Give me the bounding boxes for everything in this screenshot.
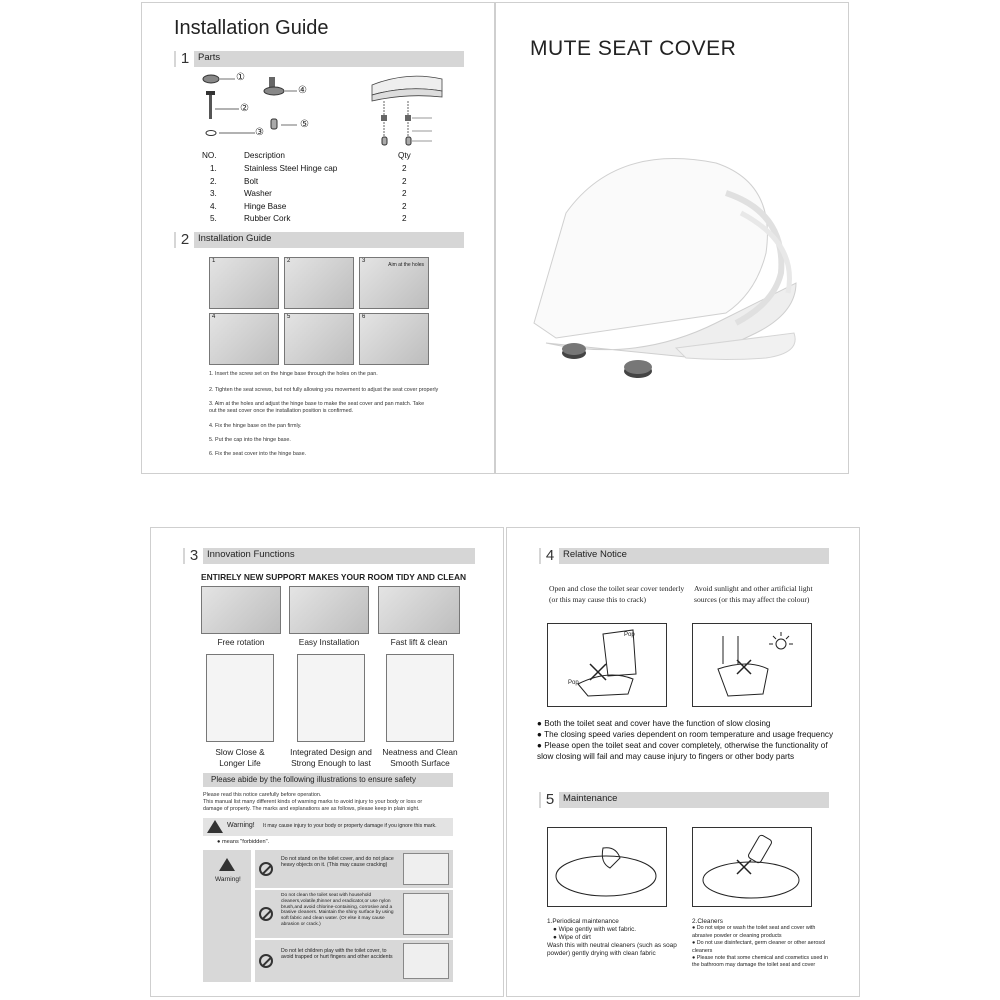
notice-line: (or this may cause this to crack) [549, 595, 646, 604]
page-installation-guide [141, 2, 495, 474]
step-2: 2. Tighten the seat screws, but not fully allowing you movement to adjust the seat cover properly [209, 387, 439, 393]
maintenance-line: Do not use disinfectant, germ cleaner or other aerosol cleaners [692, 940, 826, 954]
row-desc: Hinge Base [244, 201, 287, 211]
row-desc: Rubber Cork [244, 214, 291, 224]
list-item [537, 729, 837, 740]
warning-row-children [255, 940, 453, 982]
row-desc: Stainless Steel Hinge cap [244, 164, 338, 173]
row-desc: Washer [244, 189, 272, 199]
bullet-icon: ● [217, 839, 221, 845]
maintenance-title: 2.Cleaners [692, 918, 723, 925]
caption-line: Longer Life [219, 758, 261, 768]
list-item [692, 940, 832, 955]
step-photo-1 [209, 257, 279, 309]
warning-box [203, 818, 453, 836]
section-bar-innovation [183, 548, 475, 564]
notice-illustration-sunlight [692, 623, 812, 707]
section-number: 1 [176, 51, 194, 67]
photo-number: 6 [362, 314, 366, 320]
row-no: 4. [210, 201, 217, 211]
feature-photo-neatness [386, 654, 454, 742]
section-label: Installation Guide [198, 233, 272, 244]
notice-line: Open and close the toilet sear cover tenderly [549, 584, 685, 593]
pop-label: Pop [568, 680, 579, 686]
callout-3: ③ [255, 127, 264, 138]
warning-text: It may cause injury to your body or property damage if you ignore this mark. [263, 823, 437, 829]
maintenance-illustration-cleaners [692, 827, 812, 907]
photo-number: 2 [287, 258, 291, 264]
page-notice-maintenance [506, 527, 860, 997]
step-photo-3 [359, 257, 429, 309]
photo-number: 5 [287, 314, 291, 320]
sunlight-drawing [693, 624, 810, 705]
list-item [692, 925, 832, 940]
warning-illustration [403, 853, 449, 885]
section-number: 2 [176, 232, 194, 248]
caption-neatness [375, 747, 465, 769]
section-label: Parts [198, 52, 221, 63]
side-warning-label: Warning! [215, 876, 241, 883]
row-no: 5. [210, 214, 217, 224]
maintenance-cleaners [692, 918, 832, 970]
page-mute-seat-cover [495, 2, 849, 474]
warning-triangle-icon [207, 820, 223, 833]
bullet-icon: ● [537, 719, 545, 728]
maintenance-periodical [547, 918, 687, 958]
table-row [202, 189, 422, 202]
section-bar-relative-notice [539, 548, 829, 564]
notice-left-text [549, 583, 684, 605]
feature-photo-integrated-design [297, 654, 365, 742]
step-3: 3. Aim at the holes and adjust the hinge base to make the seat cover and pan match. Take out the seat cover once the installation position is confirmed. [209, 401, 425, 414]
notice-illustration-tender [547, 623, 667, 707]
table-row [202, 202, 422, 215]
section-number: 5 [541, 792, 559, 808]
notice-bullets [537, 718, 837, 762]
maintenance-line: Please note that some chemical and cosmetics used in the bathroom may damage the toilet seat and cover [692, 955, 829, 969]
rubber-cork-part [271, 119, 277, 129]
page-title: Installation Guide [174, 17, 329, 39]
step-1: 1. Insert the screw set on the hinge base through the holes on the pan. [209, 371, 378, 377]
section-number: 3 [185, 548, 203, 564]
step-6: 6. Fix the seat cover into the hinge base. [209, 451, 307, 457]
caption-slow-close [195, 747, 285, 769]
maintenance-line: Wash this with neutral cleaners (such as soap powder) gently drying with clean fabric [547, 942, 677, 957]
warning-row-text: Do not let children play with the toilet cover, to avoid trapped or hurt fingers and other accidents [281, 948, 393, 961]
bullet-icon: ● [692, 925, 697, 932]
caption-line: Smooth Surface [390, 758, 450, 768]
cleaner-seat-drawing [693, 828, 810, 905]
list-item [547, 926, 687, 934]
maintenance-line: Wipe gently with wet fabric. [558, 926, 637, 933]
notice-line: damage of property. The marks and explanations are as follows, please keep in plain sight. [203, 806, 420, 812]
table-row [202, 164, 422, 177]
photo-number: 3 [362, 258, 366, 264]
row-no: 1. [210, 164, 217, 173]
header-no: NO. [202, 151, 217, 160]
notice-line: Please read this notice carefully before operation. [203, 792, 322, 798]
row-desc: Bolt [244, 176, 259, 186]
hinge-cap-part [203, 75, 219, 83]
warning-row-cleaners [255, 890, 453, 938]
notice-line: Avoid sunlight and other artificial light [694, 584, 813, 593]
step-photo-2 [284, 257, 354, 309]
step-5: 5. Put the cap into the hinge base. [209, 437, 291, 443]
parts-table [202, 151, 422, 227]
caption-integrated-design [281, 747, 381, 769]
wipe-seat-drawing [548, 828, 665, 905]
section-label: Innovation Functions [207, 549, 295, 560]
header-qty: Qty [398, 151, 411, 160]
feature-photo-fast-lift [378, 586, 460, 634]
caption-line: Neatness and Clean [382, 747, 458, 757]
maintenance-title: 1.Periodical maintenance [547, 918, 619, 925]
warning-row-text: Do not stand on the toilet cover, and do not place heavy objects on it. (This may cause cracking) [281, 856, 394, 869]
photo-note: Aim at the holes [388, 262, 424, 268]
section-label: Maintenance [563, 793, 618, 804]
forbidden-text: means "forbidden". [221, 839, 270, 845]
table-row [202, 214, 422, 227]
bullet-icon: ● [553, 926, 559, 933]
section-label: Relative Notice [563, 549, 627, 560]
page-innovation-functions [150, 527, 504, 997]
photo-number: 4 [212, 314, 216, 320]
maintenance-line: Wipe of dirt [558, 934, 591, 941]
exploded-seat-diagram [362, 71, 452, 153]
section-bar-maintenance [539, 792, 829, 808]
step-4: 4. Fix the hinge base on the pan firmly. [209, 423, 302, 429]
warning-row-stand [255, 850, 453, 888]
warning-row-text: Do not clean the toilet seat with household cleaners,volatile,thinner and eradicator,or use nylon brush,and avoid chlorine-containing, corrosive and a brasive cleaners. Maintain the shiny surface by using soft fabric and clean water. (Or else it may cause abrasion or crack.) [281, 893, 394, 927]
row-qty: 2 [402, 189, 407, 199]
feature-photo-easy-installation [289, 586, 369, 634]
callout-4: ④ [298, 85, 307, 96]
notice-line: sources (or this may affect the colour) [694, 595, 810, 604]
caption-line: Slow Close & [215, 747, 265, 757]
row-qty: 2 [402, 201, 407, 211]
table-row [202, 177, 422, 190]
row-qty: 2 [402, 176, 407, 186]
caption-easy-installation: Easy Installation [298, 637, 360, 647]
row-no: 3. [210, 189, 217, 199]
toilet-close-drawing [548, 624, 665, 705]
warning-illustration [403, 893, 449, 935]
callout-5: ⑤ [300, 119, 309, 130]
section-number: 4 [541, 548, 559, 564]
bullet-text: Both the toilet seat and cover have the function of slow closing [544, 719, 771, 728]
caption-free-rotation: Free rotation [217, 637, 265, 647]
callout-2: ② [240, 103, 249, 114]
warning-title: Warning! [227, 822, 255, 829]
bullet-icon: ● [553, 934, 559, 941]
header-description: Description [244, 151, 285, 160]
row-qty: 2 [402, 164, 407, 173]
section-bar-parts [174, 51, 464, 67]
product-title: MUTE SEAT COVER [530, 37, 737, 60]
bullet-icon: ● [692, 940, 697, 947]
bullet-icon: ● [692, 955, 697, 962]
list-item [692, 955, 832, 970]
toilet-seat-image [526, 153, 806, 383]
bolt-part [209, 93, 212, 119]
caption-fast-lift: Fast lift & clean [390, 637, 448, 647]
callout-1: ① [236, 72, 245, 83]
side-warning-triangle-icon [219, 858, 235, 871]
row-no: 2. [210, 176, 217, 186]
forbidden-icon [259, 862, 273, 876]
parts-diagram [197, 69, 337, 145]
headline: ENTIRELY NEW SUPPORT MAKES YOUR ROOM TIDY AND CLEAN [201, 572, 467, 582]
step-photo-6 [359, 313, 429, 365]
section-bar-installation [174, 232, 464, 248]
side-warning-panel [203, 850, 251, 982]
list-item [537, 718, 837, 729]
bullet-text: The closing speed varies dependent on room temperature and usage frequency [544, 730, 834, 739]
forbidden-note [217, 839, 269, 845]
caption-line: Integrated Design and [290, 747, 372, 757]
bullet-icon: ● [537, 741, 545, 750]
list-item [537, 740, 837, 762]
caption-line: Strong Enough to last [291, 758, 371, 768]
step-photo-5 [284, 313, 354, 365]
maintenance-line: Do not wipe or wash the toilet seat and cover with abrasive powder or cleaning products [692, 925, 816, 939]
row-qty: 2 [402, 214, 407, 224]
step-photo-4 [209, 313, 279, 365]
forbidden-icon [259, 954, 273, 968]
forbidden-icon [259, 907, 273, 921]
table-header [202, 151, 422, 164]
list-item [547, 934, 687, 942]
notice-right-text [694, 583, 813, 605]
pop-label: Pop [624, 632, 635, 638]
bullet-text: Please open the toilet seat and cover completely, otherwise the functionality of slow closing will fail and may cause injury to fingers or other body parts [537, 741, 828, 761]
safety-bar-text: Please abide by the following illustrations to ensure safety [211, 775, 417, 784]
safety-bar [203, 773, 453, 787]
warning-illustration [403, 943, 449, 979]
maintenance-illustration-wipe [547, 827, 667, 907]
notice-line: This manual list many different kinds of warning marks to avoid injury to your body or loss or [203, 799, 423, 805]
washer-part [206, 131, 216, 136]
feature-photo-slow-close [206, 654, 274, 742]
bullet-icon: ● [537, 730, 545, 739]
feature-photo-free-rotation [201, 586, 281, 634]
photo-number: 1 [212, 258, 216, 264]
